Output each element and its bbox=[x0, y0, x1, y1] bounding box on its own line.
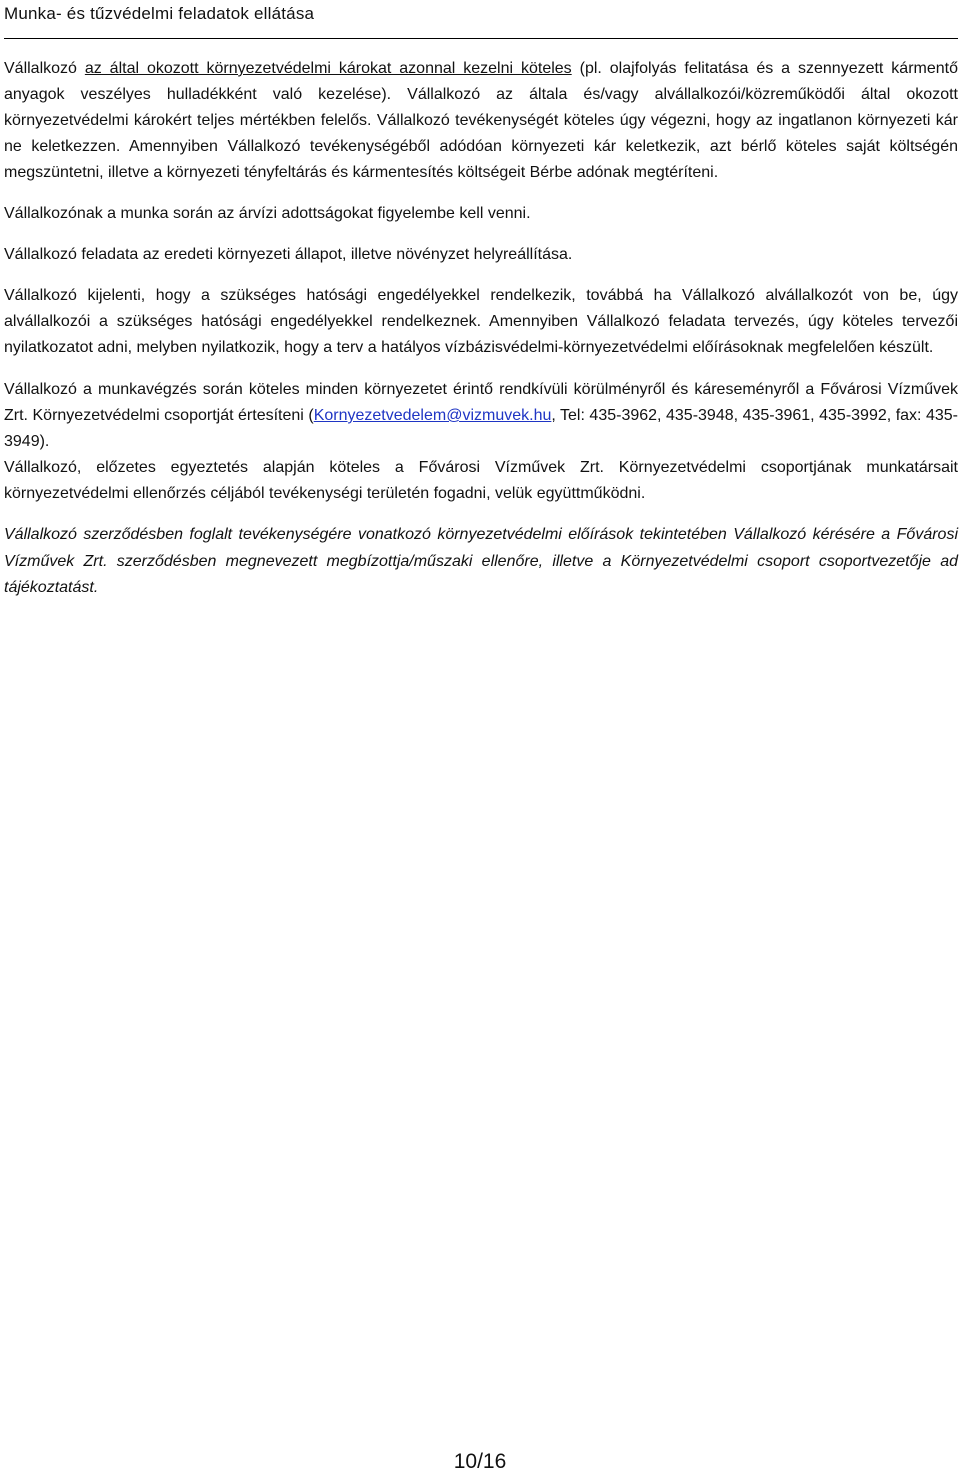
text-segment: Vállalkozó a munkavégzés során köteles minden környezetet érintő rendkívüli körülményről és káreseményről a Fővárosi Vízművek Zrt. Környezetvédelmi csoportját értesíteni ( bbox=[4, 380, 958, 425]
document-body bbox=[4, 56, 958, 601]
page-header bbox=[4, 0, 958, 39]
page-number: 10/16 bbox=[453, 1450, 507, 1473]
paragraph-incident-reporting bbox=[4, 377, 958, 455]
text-segment: , Tel: 435-3962, 435-3948, 435-3961, 435-3992, fax: 435-3949). bbox=[4, 407, 959, 451]
paragraph-inspection: Vállalkozó, előzetes egyeztetés alapján köteles a Fővárosi Vízművek Zrt. Környezetvédelmi csoportjának munkatársait környezetvédelmi ellenőrzés céljából tevékenységi területén fogadni, velük együttműködni. bbox=[4, 459, 958, 503]
paragraph-restoration: Vállalkozó feladata az eredeti környezeti állapot, illetve növényzet helyreállítása. bbox=[4, 245, 573, 263]
text-segment: (pl. olajfolyás felitatása és a szennyezett kármentő anyagok veszélyes hulladékként való kezelése). Vállalkozó az általa és/vagy alvállalkozói/közreműködői által okozott környezetvédelmi károkért teljes mértékben felelős. Vállalkozó tevékenységét köteles úgy végezni, hogy az ingatlanon környezeti kár ne keletkezzen. Amennyiben Vállalkozó tevékenységéből adódóan környezeti kár keletkezik, azt bérlő köteles saját költségén megszüntetni, illetve a környezeti tényfeltárás és kármentesítés költségeit Bérbe adónak megtéríteni. bbox=[4, 60, 959, 182]
underlined-text: az által okozott környezetvédelmi károkat azonnal kezelni köteles bbox=[84, 60, 572, 77]
paragraph-permits: Vállalkozó kijelenti, hogy a szükséges hatósági engedélyekkel rendelkezik, továbbá ha Vállalkozó alvállalkozót von be, úgy alvállalkozói a szükséges hatósági engedélyekkel rendelkeznek. Amennyiben Vállalkozó feladata tervezés, úgy köteles tervezői nyilatkozatot adni, melyben nyilatkozik, hogy a terv a hatályos vízbázisvédelmi-környezetvédelmi előírásoknak megfelelően készült. bbox=[4, 286, 958, 356]
paragraph-environmental-damage bbox=[4, 56, 958, 186]
text-segment: Vállalkozó bbox=[4, 60, 85, 77]
email-link[interactable]: Kornyezetvedelem@vizmuvek.hu bbox=[313, 407, 552, 425]
paragraph-flood-conditions: Vállalkozónak a munka során az árvízi adottságokat figyelembe kell venni. bbox=[4, 205, 531, 223]
header-title: Munka- és tűzvédelmi feladatok ellátása bbox=[4, 4, 315, 23]
paragraph-information-italic: Vállalkozó szerződésben foglalt tevékenységére vonatkozó környezetvédelmi előírások tekintetében Vállalkozó kérésére a Fővárosi Vízművek Zrt. szerződésben megnevezett megbízottja/műszaki ellenőre, illetve a Környezetvédelmi csoport csoportvezetője ad tájékoztatást. bbox=[4, 526, 958, 596]
